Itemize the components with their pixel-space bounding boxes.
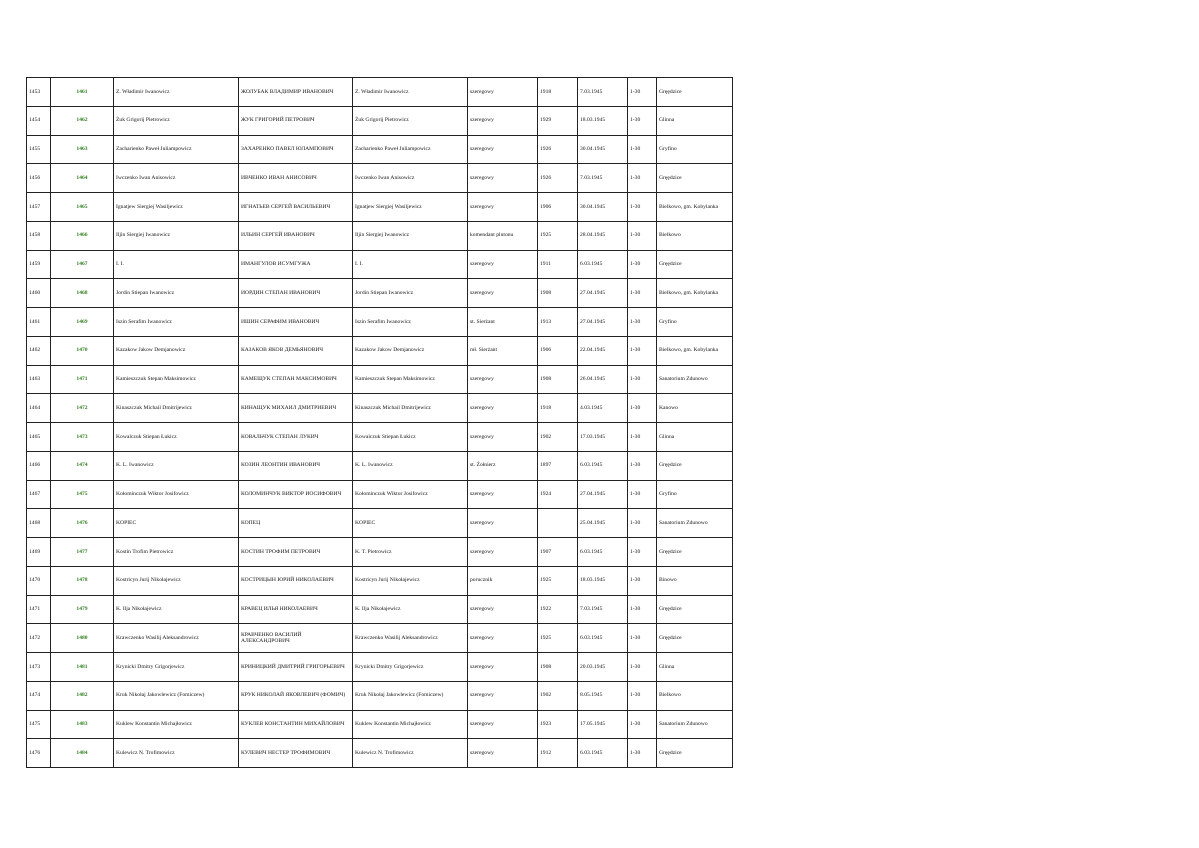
- name-latin-alt-cell: Krynicki Dmitry Grigorjewicz: [353, 653, 468, 682]
- name-cyrillic-cell: КРАВЕЦ ИЛЬЯ НИКОЛАЕВИЧ: [239, 595, 353, 624]
- birth-year-cell: 1912: [538, 739, 578, 768]
- name-latin-alt-cell: Kulewicz N. Trofimowicz: [353, 739, 468, 768]
- name-latin-cell: Z. Władimir Iwanowicz: [114, 78, 239, 107]
- row-index-cell: 1470: [27, 566, 51, 595]
- row-index-cell: 1464: [27, 394, 51, 423]
- grave-ref-cell: 1-30: [628, 394, 657, 423]
- name-latin-alt-cell: Iwczenko Iwan Anisowicz: [353, 164, 468, 193]
- birth-year-cell: 1906: [538, 336, 578, 365]
- grave-ref-cell: 1-30: [628, 221, 657, 250]
- table-row: [27, 250, 733, 279]
- death-date-cell: 25.04.1945: [578, 509, 628, 538]
- name-cyrillic-cell: КУКЛЕВ КОНСТАНТИН МИХАЙЛОВИЧ: [239, 710, 353, 739]
- death-date-cell: 6.03.1945: [578, 538, 628, 567]
- record-number-cell: 1463: [51, 135, 114, 164]
- grave-ref-cell: 1-30: [628, 538, 657, 567]
- grave-ref-cell: 1-30: [628, 279, 657, 308]
- name-latin-alt-cell: Żuk Grigorij Pietrowicz: [353, 106, 468, 135]
- name-latin-alt-cell: Kruk Nikołaj Jakowlewicz (Fomiczew): [353, 681, 468, 710]
- grave-ref-cell: 1-30: [628, 653, 657, 682]
- name-latin-alt-cell: Iszin Serafim Iwanowicz: [353, 308, 468, 337]
- name-latin-cell: Żuk Grigorij Pietrowicz: [114, 106, 239, 135]
- name-latin-alt-cell: Iljin Siergiej Iwanowicz: [353, 221, 468, 250]
- record-number-cell: 1483: [51, 710, 114, 739]
- place-cell: Kanowo: [657, 394, 733, 423]
- place-cell: Bielkowo, gm. Kobylanka: [657, 193, 733, 222]
- name-cyrillic-cell: ИОРДИН СТЕПАН ИВАНОВИЧ: [239, 279, 353, 308]
- table-row: [27, 538, 733, 567]
- rank-cell: szeregowy: [468, 193, 538, 222]
- name-latin-cell: Iwczenko Iwan Anisowicz: [114, 164, 239, 193]
- birth-year-cell: 1911: [538, 250, 578, 279]
- record-number-cell: 1481: [51, 653, 114, 682]
- grave-ref-cell: 1-30: [628, 250, 657, 279]
- birth-year-cell: 1925: [538, 221, 578, 250]
- table-row: [27, 279, 733, 308]
- row-index-cell: 1471: [27, 595, 51, 624]
- table-row: [27, 624, 733, 653]
- grave-ref-cell: 1-30: [628, 595, 657, 624]
- name-latin-cell: KOPIEC: [114, 509, 239, 538]
- table-row: [27, 423, 733, 452]
- birth-year-cell: 1925: [538, 566, 578, 595]
- name-cyrillic-cell: КОПЕЦ: [239, 509, 353, 538]
- name-latin-alt-cell: Kołominczuk Wiktor Josifowicz: [353, 480, 468, 509]
- rank-cell: mł. Sierżant: [468, 336, 538, 365]
- name-latin-cell: Zacharienko Paweł Juliampowicz: [114, 135, 239, 164]
- name-latin-alt-cell: K. Ilja Nikołajewicz: [353, 595, 468, 624]
- birth-year-cell: 1897: [538, 451, 578, 480]
- table-row: [27, 365, 733, 394]
- rank-cell: szeregowy: [468, 279, 538, 308]
- name-cyrillic-cell: КРАВЧЕНКО ВАСИЛИЙ АЛЕКСАНДРОВИЧ: [239, 624, 353, 653]
- record-number-cell: 1464: [51, 164, 114, 193]
- place-cell: Gręędzice: [657, 78, 733, 107]
- grave-ref-cell: 1-30: [628, 308, 657, 337]
- record-number-cell: 1462: [51, 106, 114, 135]
- place-cell: Glinna: [657, 653, 733, 682]
- rank-cell: szeregowy: [468, 595, 538, 624]
- birth-year-cell: 1908: [538, 279, 578, 308]
- name-latin-alt-cell: Zacharienko Paweł Juliampowicz: [353, 135, 468, 164]
- table-row: [27, 595, 733, 624]
- name-cyrillic-cell: КАЗАКОВ ЯКОВ ДЕМЬЯНОВИЧ: [239, 336, 353, 365]
- record-number-cell: 1473: [51, 423, 114, 452]
- record-number-cell: 1482: [51, 681, 114, 710]
- place-cell: Sanatorium Zdunowo: [657, 710, 733, 739]
- grave-ref-cell: 1-30: [628, 624, 657, 653]
- birth-year-cell: 1925: [538, 624, 578, 653]
- record-number-cell: 1477: [51, 538, 114, 567]
- record-number-cell: 1478: [51, 566, 114, 595]
- table-row: [27, 78, 733, 107]
- name-latin-alt-cell: KOPIEC: [353, 509, 468, 538]
- place-cell: Bielkowo, gm. Kobylanka: [657, 279, 733, 308]
- rank-cell: szeregowy: [468, 365, 538, 394]
- death-date-cell: 6.03.1945: [578, 250, 628, 279]
- rank-cell: szeregowy: [468, 106, 538, 135]
- record-number-cell: 1472: [51, 394, 114, 423]
- name-cyrillic-cell: КОСТИН ТРОФИМ ПЕТРОВИЧ: [239, 538, 353, 567]
- death-date-cell: 8.05.1945: [578, 681, 628, 710]
- grave-ref-cell: 1-30: [628, 509, 657, 538]
- place-cell: Gręędzice: [657, 250, 733, 279]
- name-latin-cell: Kamieszczuk Stepan Maksimowicz: [114, 365, 239, 394]
- name-cyrillic-cell: ИШИН СЕРАФИМ ИВАНОВИЧ: [239, 308, 353, 337]
- birth-year-cell: 1906: [538, 193, 578, 222]
- row-index-cell: 1474: [27, 681, 51, 710]
- row-index-cell: 1453: [27, 78, 51, 107]
- row-index-cell: 1461: [27, 308, 51, 337]
- name-latin-cell: Kazakow Jakow Demjanowicz: [114, 336, 239, 365]
- grave-ref-cell: 1-30: [628, 336, 657, 365]
- birth-year-cell: 1902: [538, 423, 578, 452]
- birth-year-cell: 1926: [538, 164, 578, 193]
- name-cyrillic-cell: КОЛОМИНЧУК ВИКТОР ИОСИФОВИЧ: [239, 480, 353, 509]
- place-cell: Gręędzice: [657, 538, 733, 567]
- rank-cell: szeregowy: [468, 710, 538, 739]
- place-cell: Bielkowo, gm. Kobylanka: [657, 336, 733, 365]
- name-latin-cell: Kostricyn Jurij Nikołajewicz: [114, 566, 239, 595]
- record-number-cell: 1480: [51, 624, 114, 653]
- grave-ref-cell: 1-30: [628, 739, 657, 768]
- grave-ref-cell: 1-30: [628, 710, 657, 739]
- record-number-cell: 1475: [51, 480, 114, 509]
- name-cyrillic-cell: КИНАЩУК МИХАИЛ ДМИТРИЕВИЧ: [239, 394, 353, 423]
- death-date-cell: 30.04.1945: [578, 135, 628, 164]
- name-cyrillic-cell: КОЗИН ЛЕОНТИН ИВАНОВИЧ: [239, 451, 353, 480]
- table-row: [27, 106, 733, 135]
- table-row: [27, 135, 733, 164]
- table-row: [27, 681, 733, 710]
- place-cell: Gręędzice: [657, 624, 733, 653]
- rank-cell: szeregowy: [468, 164, 538, 193]
- table-row: [27, 451, 733, 480]
- death-date-cell: 6.03.1945: [578, 451, 628, 480]
- death-date-cell: 6.03.1945: [578, 739, 628, 768]
- table-row: [27, 394, 733, 423]
- birth-year-cell: 1926: [538, 135, 578, 164]
- grave-ref-cell: 1-30: [628, 78, 657, 107]
- grave-ref-cell: 1-30: [628, 193, 657, 222]
- row-index-cell: 1472: [27, 624, 51, 653]
- rank-cell: komendant plutonu: [468, 221, 538, 250]
- death-date-cell: 7.03.1945: [578, 78, 628, 107]
- death-date-cell: 27.04.1945: [578, 279, 628, 308]
- name-cyrillic-cell: ИГНАТЬЕВ СЕРГЕЙ ВАСИЛЬЕВИЧ: [239, 193, 353, 222]
- rank-cell: porucznik: [468, 566, 538, 595]
- name-latin-alt-cell: Krawczenko Wasilij Aleksandrowicz: [353, 624, 468, 653]
- row-index-cell: 1469: [27, 538, 51, 567]
- birth-year-cell: [538, 509, 578, 538]
- name-latin-alt-cell: K. T. Pietrowicz: [353, 538, 468, 567]
- rank-cell: st. Sierżant: [468, 308, 538, 337]
- place-cell: Binowo: [657, 566, 733, 595]
- record-number-cell: 1484: [51, 739, 114, 768]
- grave-ref-cell: 1-30: [628, 566, 657, 595]
- name-latin-alt-cell: Jordin Stiepan Iwanowicz: [353, 279, 468, 308]
- table-row: [27, 566, 733, 595]
- place-cell: Gręędzice: [657, 451, 733, 480]
- record-number-cell: 1466: [51, 221, 114, 250]
- death-date-cell: 7.03.1945: [578, 164, 628, 193]
- death-date-cell: 6.03.1945: [578, 624, 628, 653]
- name-cyrillic-cell: КАМЕЩУК СТЕПАН МАКСИМОВИЧ: [239, 365, 353, 394]
- row-index-cell: 1475: [27, 710, 51, 739]
- birth-year-cell: 1918: [538, 78, 578, 107]
- name-latin-cell: Iljin Siergiej Iwanowicz: [114, 221, 239, 250]
- death-date-cell: 22.04.1945: [578, 336, 628, 365]
- record-number-cell: 1461: [51, 78, 114, 107]
- name-latin-cell: Jordin Stiepan Iwanowicz: [114, 279, 239, 308]
- name-latin-alt-cell: Kazakow Jakow Demjanowicz: [353, 336, 468, 365]
- row-index-cell: 1455: [27, 135, 51, 164]
- grave-ref-cell: 1-30: [628, 451, 657, 480]
- death-date-cell: 18.03.1945: [578, 566, 628, 595]
- birth-year-cell: 1908: [538, 365, 578, 394]
- rank-cell: szeregowy: [468, 653, 538, 682]
- place-cell: Bielkowo: [657, 681, 733, 710]
- birth-year-cell: 1913: [538, 308, 578, 337]
- name-latin-alt-cell: K. L. Iwanowicz: [353, 451, 468, 480]
- name-cyrillic-cell: КОВАЛЬЧУК СТЕПАН ЛУКИЧ: [239, 423, 353, 452]
- table-row: [27, 308, 733, 337]
- record-number-cell: 1469: [51, 308, 114, 337]
- grave-ref-cell: 1-30: [628, 135, 657, 164]
- name-latin-alt-cell: Kowalczuk Stiepan Łukicz: [353, 423, 468, 452]
- name-latin-cell: Kulewicz N. Trofimowicz: [114, 739, 239, 768]
- record-number-cell: 1465: [51, 193, 114, 222]
- name-cyrillic-cell: ИМАНГУЛОВ ИСУМГУЖА: [239, 250, 353, 279]
- name-latin-cell: Ignatjew Siergiej Wasiljewicz: [114, 193, 239, 222]
- place-cell: Gryfino: [657, 135, 733, 164]
- row-index-cell: 1456: [27, 164, 51, 193]
- death-date-cell: 26.04.1945: [578, 365, 628, 394]
- row-index-cell: 1462: [27, 336, 51, 365]
- record-number-cell: 1471: [51, 365, 114, 394]
- name-latin-cell: Krynicki Dmitry Grigorjewicz: [114, 653, 239, 682]
- birth-year-cell: 1922: [538, 595, 578, 624]
- record-number-cell: 1468: [51, 279, 114, 308]
- name-cyrillic-cell: ИВЧЕНКО ИВАН АНИСОВИЧ: [239, 164, 353, 193]
- name-latin-cell: Kowalczuk Stiepan Łukicz: [114, 423, 239, 452]
- table-row: [27, 221, 733, 250]
- place-cell: Glinna: [657, 106, 733, 135]
- place-cell: Gręędzice: [657, 739, 733, 768]
- rank-cell: szeregowy: [468, 250, 538, 279]
- name-latin-alt-cell: Kostricyn Jurij Nikołajewicz: [353, 566, 468, 595]
- name-latin-cell: Iszin Serafim Iwanowicz: [114, 308, 239, 337]
- place-cell: Bielkowo: [657, 221, 733, 250]
- record-number-cell: 1476: [51, 509, 114, 538]
- name-cyrillic-cell: КРУК НИКОЛАЙ ЯКОВЛЕВИЧ (ФОМИЧ): [239, 681, 353, 710]
- row-index-cell: 1463: [27, 365, 51, 394]
- place-cell: Gręędzice: [657, 595, 733, 624]
- rank-cell: szeregowy: [468, 681, 538, 710]
- table-row: [27, 193, 733, 222]
- name-latin-cell: Kruk Nikołaj Jakowlewicz (Fomiczew): [114, 681, 239, 710]
- name-cyrillic-cell: КОСТРИЦЫН ЮРИЙ НИКОЛАЕВИЧ: [239, 566, 353, 595]
- table-row: [27, 653, 733, 682]
- name-cyrillic-cell: ЖОЛУБАК ВЛАДИМИР ИВАНОВИЧ: [239, 78, 353, 107]
- rank-cell: szeregowy: [468, 509, 538, 538]
- death-date-cell: 27.04.1945: [578, 308, 628, 337]
- name-latin-cell: Kostin Trofim Pietrowicz: [114, 538, 239, 567]
- rank-cell: szeregowy: [468, 135, 538, 164]
- grave-ref-cell: 1-30: [628, 365, 657, 394]
- name-latin-cell: Kuklew Konstantin Michajłowicz: [114, 710, 239, 739]
- table-row: [27, 739, 733, 768]
- name-cyrillic-cell: ЗАХАРЕНКО ПАВЕЛ ЮЛАМПОВИЧ: [239, 135, 353, 164]
- row-index-cell: 1458: [27, 221, 51, 250]
- birth-year-cell: 1923: [538, 710, 578, 739]
- rank-cell: st. Żołnierz: [468, 451, 538, 480]
- death-date-cell: 30.04.1945: [578, 193, 628, 222]
- name-latin-alt-cell: Kuklew Konstantin Michajłowicz: [353, 710, 468, 739]
- grave-ref-cell: 1-30: [628, 681, 657, 710]
- birth-year-cell: 1907: [538, 538, 578, 567]
- death-date-cell: 28.04.1945: [578, 221, 628, 250]
- rank-cell: szeregowy: [468, 480, 538, 509]
- table-row: [27, 710, 733, 739]
- name-latin-cell: Kołominczuk Wiktor Josifowicz: [114, 480, 239, 509]
- death-date-cell: 27.04.1945: [578, 480, 628, 509]
- row-index-cell: 1459: [27, 250, 51, 279]
- row-index-cell: 1476: [27, 739, 51, 768]
- record-number-cell: 1479: [51, 595, 114, 624]
- row-index-cell: 1460: [27, 279, 51, 308]
- birth-year-cell: 1924: [538, 480, 578, 509]
- death-date-cell: 20.03.1945: [578, 653, 628, 682]
- record-number-cell: 1474: [51, 451, 114, 480]
- rank-cell: szeregowy: [468, 624, 538, 653]
- death-date-cell: 18.03.1945: [578, 106, 628, 135]
- table-row: [27, 164, 733, 193]
- place-cell: Sanatorium Zdunowo: [657, 509, 733, 538]
- name-latin-cell: Krawczenko Wasilij Aleksandrowicz: [114, 624, 239, 653]
- name-latin-alt-cell: Z. Władimir Iwanowicz: [353, 78, 468, 107]
- row-index-cell: 1465: [27, 423, 51, 452]
- row-index-cell: 1457: [27, 193, 51, 222]
- birth-year-cell: 1908: [538, 653, 578, 682]
- grave-ref-cell: 1-30: [628, 164, 657, 193]
- name-latin-alt-cell: Kamieszczuk Stepan Maksimowicz: [353, 365, 468, 394]
- row-index-cell: 1454: [27, 106, 51, 135]
- name-cyrillic-cell: КУЛЕВИЧ НЕСТЕР ТРОФИМОВИЧ: [239, 739, 353, 768]
- death-date-cell: 17.05.1945: [578, 710, 628, 739]
- place-cell: Glinna: [657, 423, 733, 452]
- rank-cell: szeregowy: [468, 538, 538, 567]
- death-date-cell: 4.03.1945: [578, 394, 628, 423]
- birth-year-cell: 1918: [538, 394, 578, 423]
- birth-year-cell: 1902: [538, 681, 578, 710]
- death-date-cell: 7.03.1945: [578, 595, 628, 624]
- rank-cell: szeregowy: [468, 78, 538, 107]
- grave-ref-cell: 1-30: [628, 480, 657, 509]
- place-cell: Sanatorium Zdunowo: [657, 365, 733, 394]
- birth-year-cell: 1929: [538, 106, 578, 135]
- name-latin-cell: K. L. Iwanowicz: [114, 451, 239, 480]
- row-index-cell: 1467: [27, 480, 51, 509]
- table-row: [27, 509, 733, 538]
- place-cell: Gręędzice: [657, 164, 733, 193]
- name-cyrillic-cell: ИЛЬИН СЕРГЕЙ ИВАНОВИЧ: [239, 221, 353, 250]
- row-index-cell: 1466: [27, 451, 51, 480]
- name-cyrillic-cell: КРИНИЦКИЙ ДМИТРИЙ ГРИГОРЬЕВИЧ: [239, 653, 353, 682]
- row-index-cell: 1468: [27, 509, 51, 538]
- place-cell: Gryfino: [657, 480, 733, 509]
- row-index-cell: 1473: [27, 653, 51, 682]
- name-latin-cell: K. Ilja Nikołajewicz: [114, 595, 239, 624]
- rank-cell: szeregowy: [468, 423, 538, 452]
- table-row: [27, 480, 733, 509]
- burial-register-table: [26, 77, 733, 768]
- name-cyrillic-cell: ЖУК ГРИГОРИЙ ПЕТРОВИЧ: [239, 106, 353, 135]
- place-cell: Gryfino: [657, 308, 733, 337]
- grave-ref-cell: 1-30: [628, 106, 657, 135]
- rank-cell: szeregowy: [468, 394, 538, 423]
- name-latin-alt-cell: Ignatjew Siergiej Wasiljewicz: [353, 193, 468, 222]
- rank-cell: szeregowy: [468, 739, 538, 768]
- name-latin-cell: Kinaszczuk Michail Dmitrijewicz: [114, 394, 239, 423]
- death-date-cell: 17.03.1945: [578, 423, 628, 452]
- name-latin-cell: I. I.: [114, 250, 239, 279]
- record-number-cell: 1470: [51, 336, 114, 365]
- grave-ref-cell: 1-30: [628, 423, 657, 452]
- name-latin-alt-cell: Kinaszczuk Michail Dmitrijewicz: [353, 394, 468, 423]
- name-latin-alt-cell: I. I.: [353, 250, 468, 279]
- record-number-cell: 1467: [51, 250, 114, 279]
- table-row: [27, 336, 733, 365]
